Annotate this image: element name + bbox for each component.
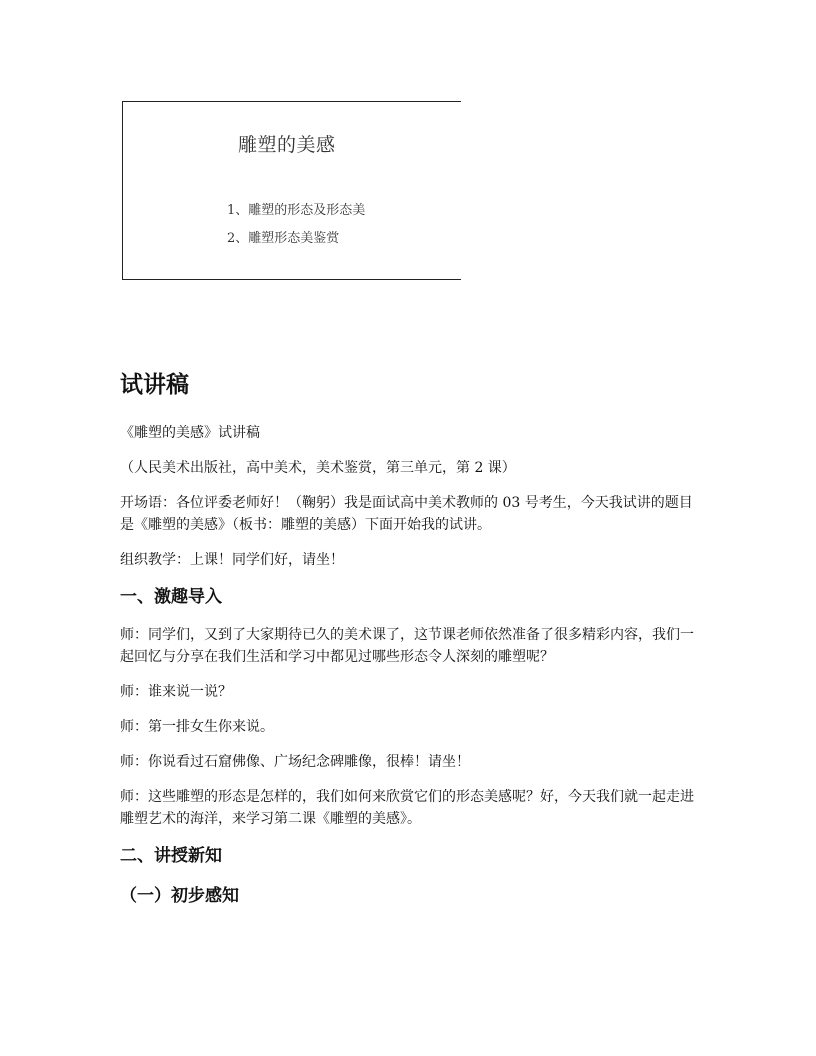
organize-paragraph: 组织教学：上课！同学们好，请坐！: [120, 552, 344, 568]
intro-paragraph: 师：你说看过石窟佛像、广场纪念碑雕像，很棒！请坐！: [120, 754, 470, 770]
subsection-heading-perception: （一）初步感知: [120, 886, 239, 906]
board-item-1: 1、雕塑的形态及形态美: [227, 203, 366, 218]
document-body: [120, 368, 700, 909]
document-title: 试讲稿: [120, 372, 189, 398]
section-heading-intro: 一、激趣导入: [120, 587, 222, 607]
blackboard-slide: [122, 101, 461, 280]
lesson-subtitle: 《雕塑的美感》试讲稿: [120, 425, 260, 441]
section-heading-new-knowledge: 二、讲授新知: [120, 846, 222, 866]
opening-paragraph: 开场语：各位评委老师好！（鞠躬）我是面试高中美术教师的 03 号考生，今天我试讲的题目是《雕塑的美感》（板书：雕塑的美感）下面开始我的试讲。: [120, 495, 693, 533]
board-title: 雕塑的美感: [238, 134, 336, 156]
intro-paragraph: 师：同学们，又到了大家期待已久的美术课了，这节课老师依然准备了很多精彩内容，我们一起回忆与分享在我们生活和学习中都见过哪些形态令人深刻的雕塑呢？: [120, 627, 694, 665]
board-item-2: 2、雕塑形态美鉴赏: [227, 231, 340, 246]
intro-paragraph: 师：谁来说一说？: [120, 684, 232, 700]
lesson-source: （人民美术出版社，高中美术，美术鉴赏，第三单元，第 2 课）: [120, 460, 516, 476]
intro-paragraph: 师：这些雕塑的形态是怎样的，我们如何来欣赏它们的形态美感呢？好，今天我们就一起走进雕塑艺术的海洋，来学习第二课《雕塑的美感》。: [120, 789, 694, 827]
intro-paragraph: 师：第一排女生你来说。: [120, 719, 274, 735]
